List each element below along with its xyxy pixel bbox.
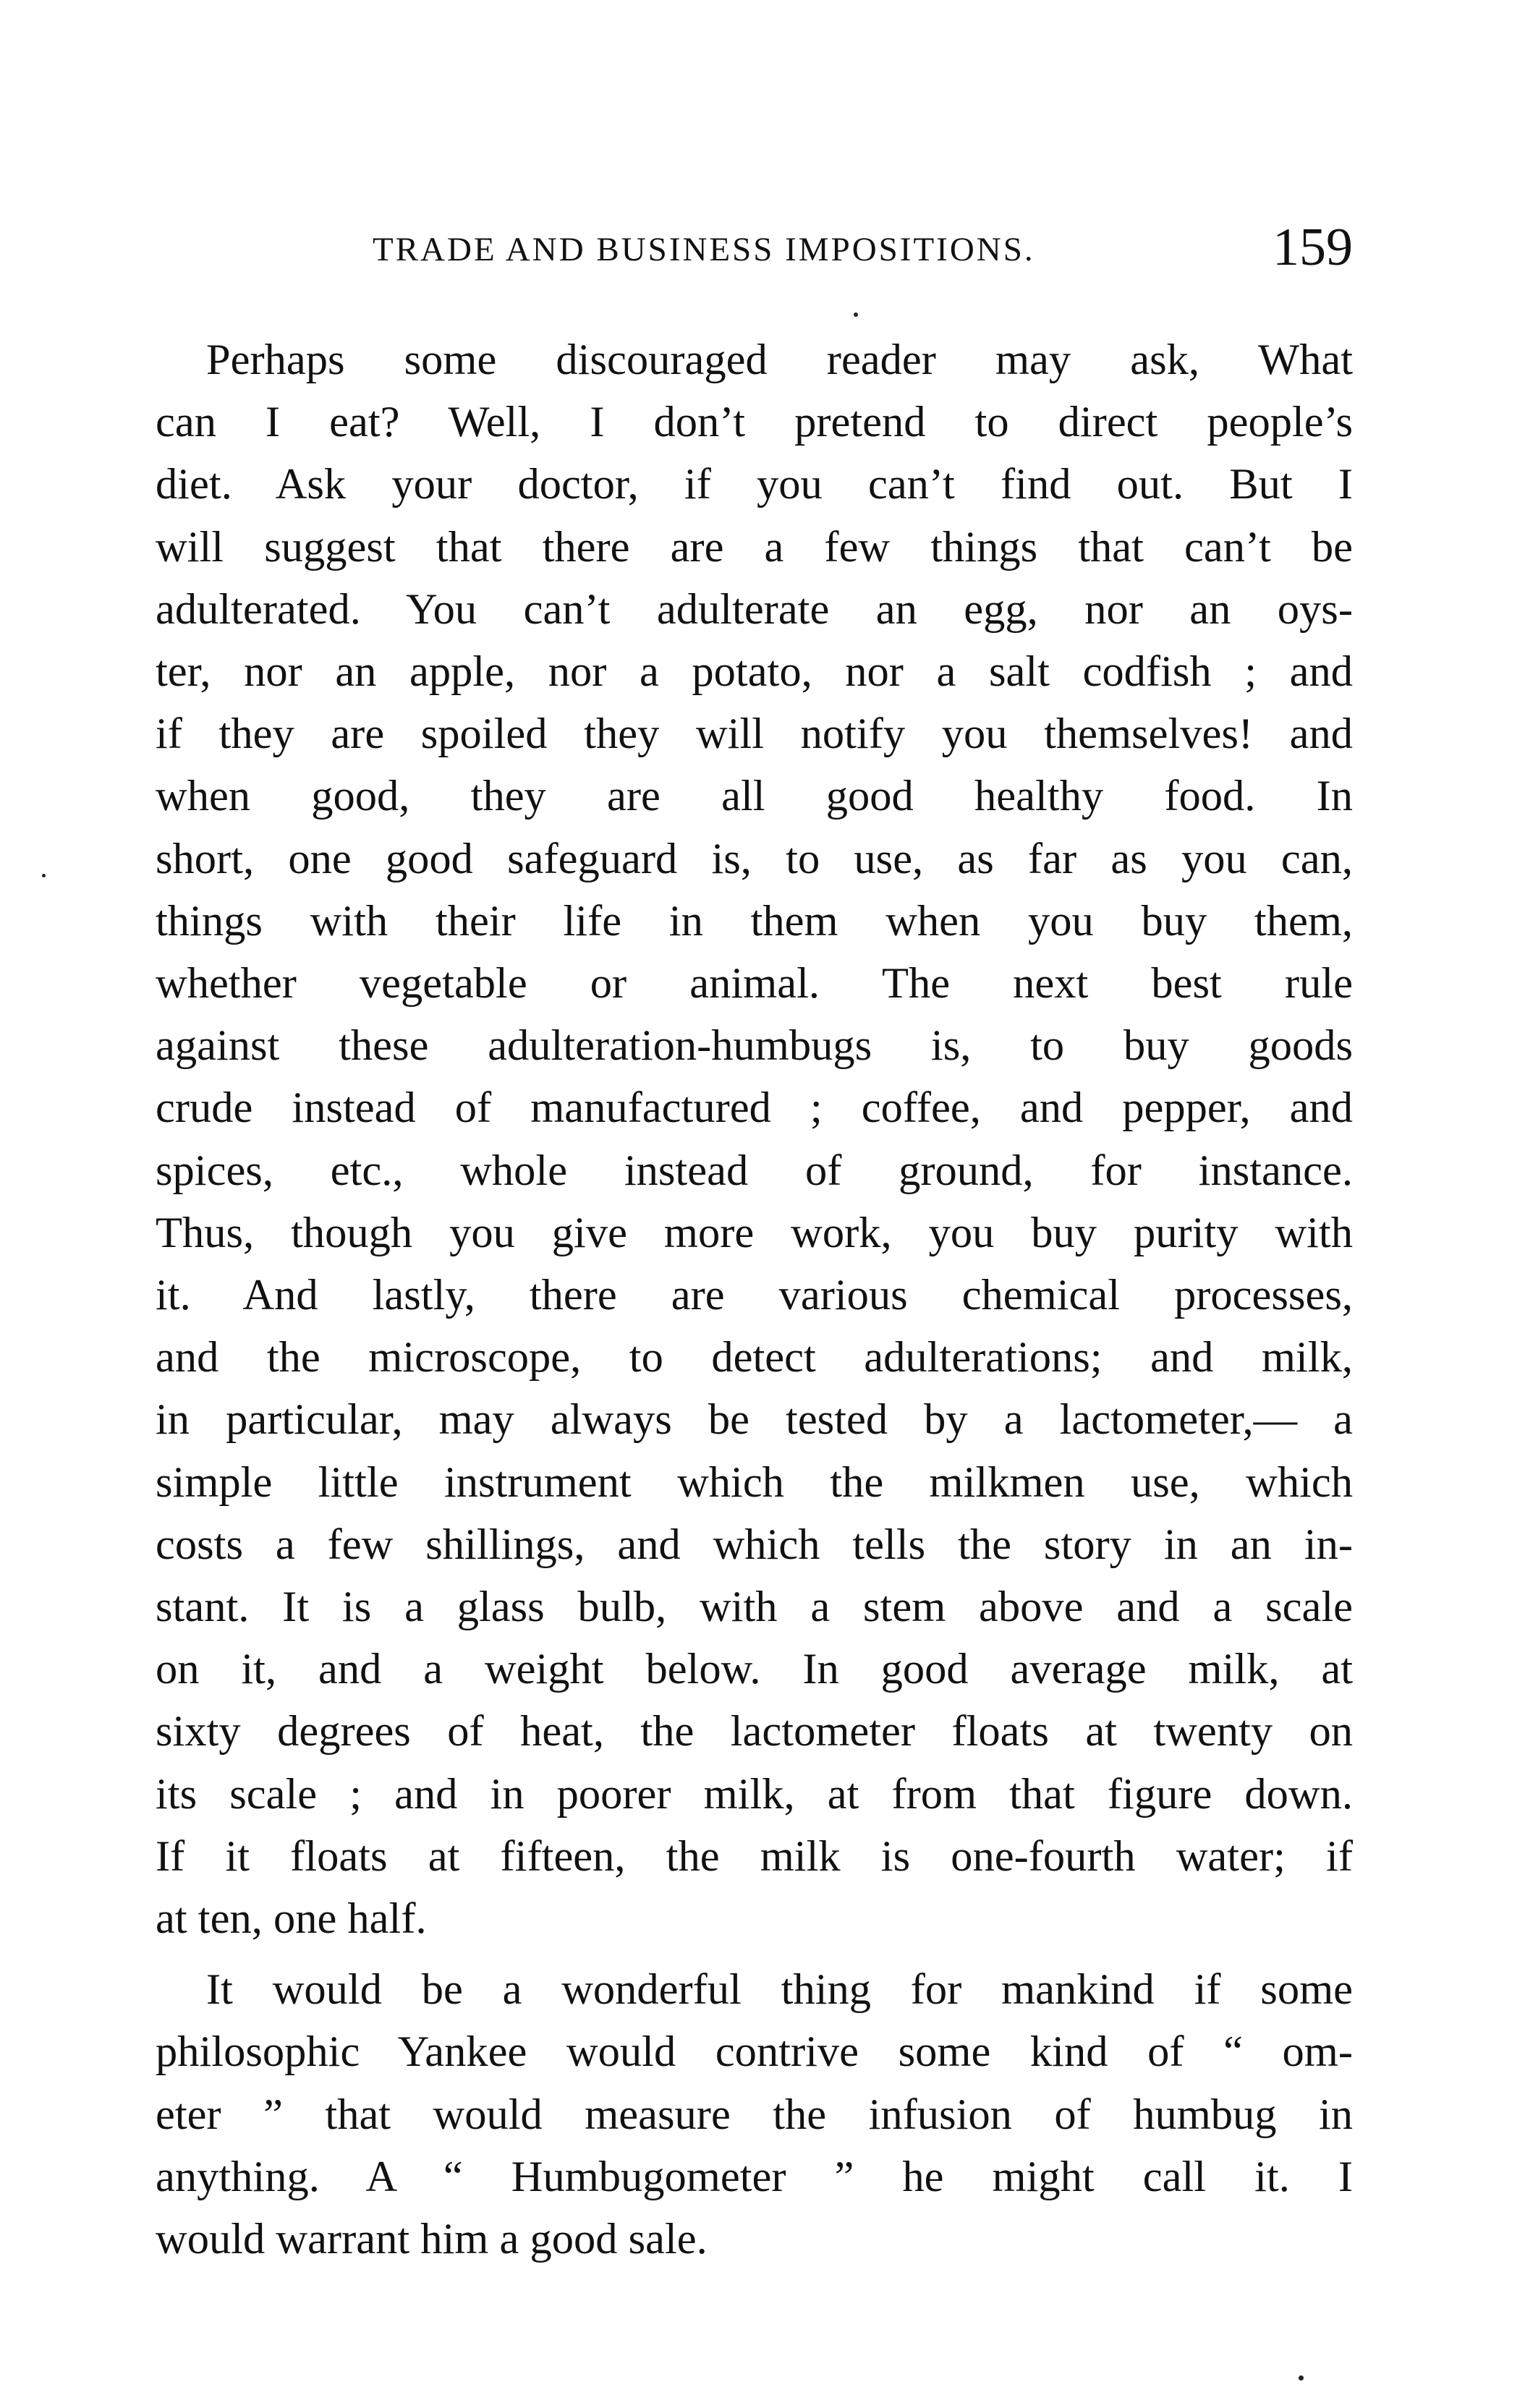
text-line: sixty degrees of heat, the lactometer floats at twenty on: [156, 1707, 1353, 1756]
text-line: Thus, though you give more work, you buy purity with: [156, 1208, 1353, 1257]
text-line: ter, nor an apple, nor a potato, nor a salt codfish ; and: [156, 647, 1353, 697]
text-line: Perhaps some discouraged reader may ask, What: [206, 336, 1353, 384]
text-line: would warrant him a good sale.: [156, 2215, 708, 2264]
text-line: adulterated. You can’t adulterate an egg, nor an oys-: [156, 584, 1353, 634]
paragraph: [156, 1959, 1353, 2271]
text-line: It would be a wonderful thing for mankind if some: [206, 1965, 1353, 2015]
text-line: philosophic Yankee would contrive some kind of “ om-: [156, 2028, 1353, 2077]
text-line: diet. Ask your doctor, if you can’t find out. But I: [156, 460, 1353, 509]
text-line: and the microscope, to detect adulterations; and milk,: [156, 1333, 1353, 1382]
print-speck: [1299, 2375, 1304, 2381]
text-line: If it floats at fifteen, the milk is one-fourth water; if: [156, 1831, 1353, 1881]
text-line: in particular, may always be tested by a lactometer,— a: [156, 1395, 1353, 1445]
running-head: [156, 217, 1353, 282]
text-line: spices, etc., whole instead of ground, for instance.: [156, 1146, 1353, 1195]
text-line: will suggest that there are a few things that can’t be: [156, 522, 1353, 571]
text-line: crude instead of manufactured ; coffee, and pepper, and: [156, 1084, 1353, 1133]
text-line: things with their life in them when you buy them,: [156, 896, 1353, 945]
paragraph: [156, 329, 1353, 1950]
text-line: stant. It is a glass bulb, with a stem above and a scale: [156, 1583, 1353, 1632]
text-line: can I eat? Well, I don’t pretend to direct people’s: [156, 398, 1353, 447]
page-number: 159: [1273, 218, 1353, 277]
print-speck: [854, 312, 858, 317]
text-line: simple little instrument which the milkmen use, which: [156, 1458, 1353, 1507]
text-line: when good, they are all good healthy food. In: [156, 772, 1353, 821]
text-line: against these adulteration-humbugs is, to buy goods: [156, 1021, 1353, 1071]
text-line: whether vegetable or animal. The next best rule: [156, 959, 1353, 1008]
text-line: short, one good safeguard is, to use, as far as you can,: [156, 834, 1353, 883]
running-title: TRADE AND BUSINESS IMPOSITIONS.: [373, 231, 1035, 268]
text-line: anything. A “ Humbugometer ” he might call it. I: [156, 2152, 1353, 2201]
print-speck: [42, 874, 46, 877]
text-line: costs a few shillings, and which tells the story in an in-: [156, 1520, 1353, 1569]
body-text: [156, 329, 1353, 2271]
text-line: it. And lastly, there are various chemical processes,: [156, 1271, 1353, 1320]
text-line: if they are spoiled they will notify you themselves! and: [156, 710, 1353, 759]
text-line: eter ” that would measure the infusion of humbug in: [156, 2090, 1353, 2139]
text-line: on it, and a weight below. In good average milk, at: [156, 1645, 1353, 1694]
text-line: its scale ; and in poorer milk, at from that figure down.: [156, 1769, 1353, 1818]
text-line: at ten, one half.: [156, 1894, 427, 1944]
